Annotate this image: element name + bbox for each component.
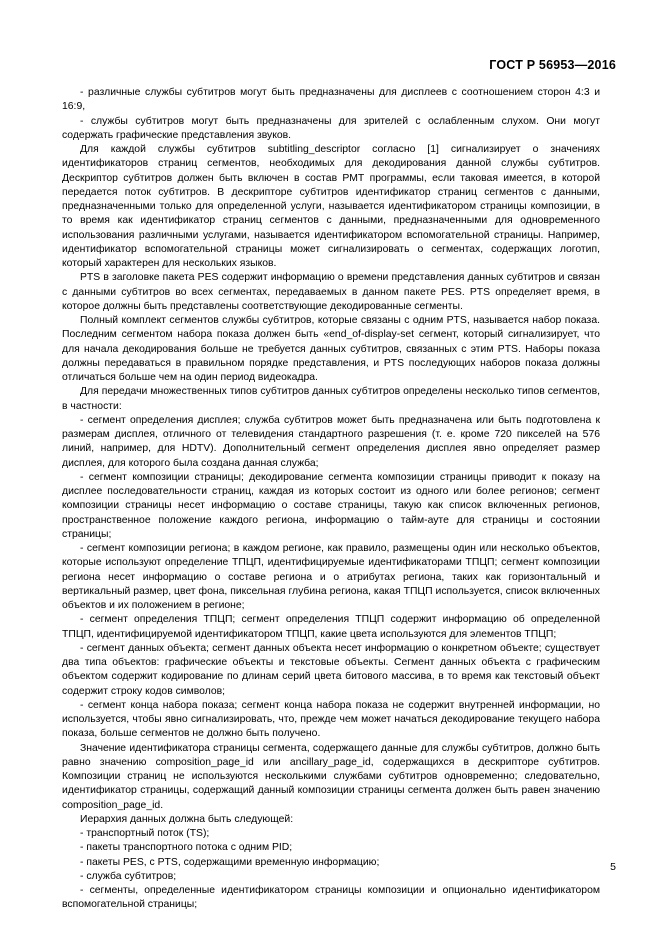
paragraph: Для каждой службы субтитров subtitling_descriptor согласно [1] сигнализирует о значениях идентификаторов страниц сегментов, необходимых для декодирования данной службы субтитров. Дескриптор субтитров должен быть включен в состав РМТ программы, если таковая имеется, в которой передается поток субтитров. В дескрипторе субтитров идентификатор страниц сегментов с данными, предназначенными только для определенной услуги, называется идентификатором страницы композиции, в то время как идентификатор страниц сегментов с данными, предназначенными для одновременного использования различными услугами, называется идентификатором вспомогательной страницы. Например, идентификатор вспомогательной страницы может сигнализировать о сегментах, содержащих логотип, который характерен для нескольких языков. xyxy=(62,144,600,269)
document-body xyxy=(62,86,600,913)
paragraph: Значение идентификатора страницы сегмента, содержащего данные для службы субтитров, должно быть равно значению composition_page_id или ancillary_page_id, содержащихся в дескрипторе субтитров. Композиции страниц не используются несколькими службами субтитров одновременно; следовательно, идентификатор страницы, содержащий данный композиции страницы сегмента должен быть равен значению composition_page_id. xyxy=(62,742,600,811)
paragraph: - пакеты транспортного потока с одним PID; xyxy=(80,842,293,854)
paragraph: Для передачи множественных типов субтитров данных субтитров определены несколько типов сегментов, в частности: xyxy=(62,386,600,412)
paragraph: - сегменты, определенные идентификатором страницы композиции и опционально идентификатором вспомогательной страницы; xyxy=(62,885,600,911)
paragraph: - сегмент определения дисплея; служба субтитров может быть предназначена или быть подготовлена к размерам дисплея, отличного от телевидения стандартного разрешения (т. е. кроме 720 пикселей на 576 линий, например, для HDTV). Дополнительный сегмент определения дисплея явно определяет размер дисплея, для которого была создана данная служба; xyxy=(62,414,600,469)
paragraph: - сегмент определения ТПЦП; сегмент определения ТПЦП содержит информацию об определенной ТПЦП, идентифицируемой идентификатором ТПЦП, какие цвета используются для элементов ТПЦП; xyxy=(62,614,600,640)
page-number: 5 xyxy=(610,861,616,873)
paragraph: - сегмент конца набора показа; сегмент конца набора показа не содержит внутренней информации, но используется, чтобы явно сигнализировать, что, прежде чем может начаться декодирование текущего набора показа, больше сегментов не должно быть получено. xyxy=(62,699,600,740)
paragraph: PTS в заголовке пакета PES содержит информацию о времени представления данных субтитров и связан с данными субтитров во всех сегментах, передаваемых в данном пакете PES. PTS определяет время, в которое должны быть представлены соответствующие декодированные сегменты. xyxy=(62,272,600,312)
paragraph: - служба субтитров; xyxy=(80,870,177,882)
paragraph: - пакеты PES, с PTS, содержащими временную информацию; xyxy=(80,856,380,868)
paragraph: - сегмент данных объекта; сегмент данных объекта несет информацию о конкретном объекте; существует два типа объектов: графические объекты и текстовые объекты. Сегмент данных объекта с графическим объектом содержит кодирование по длинам серий цвета битового массива, в то время как текстовый объект содержит строку кодов символов; xyxy=(62,642,600,697)
paragraph: - различные службы субтитров могут быть предназначены для дисплеев с соотношением сторон 4:3 и 16:9, xyxy=(62,87,600,113)
paragraph: - сегмент композиции страницы; декодирование сегмента композиции страницы приводит к показу на дисплее последовательности страниц, каждая из которых состоит из одного или более регионов; сегмент композиции страницы несет информацию о составе страницы, такую как список включенных регионов, пространственное положение каждого региона, информацию о тайм-ауте для страницы и состоянии страницы; xyxy=(62,471,600,540)
paragraph: - сегмент композиции региона; в каждом регионе, как правило, размещены один или несколько объектов, которые используют определение ТПЦП, идентифицируемые идентификаторами ТПЦП; сегмент композиции региона несет информацию о составе региона и о атрибутах региона, таких как горизонтальный и вертикальный размер, цвет фона, пиксельная глубина региона, какая ТПЦП используется, список включенных объектов и их положением в регионе; xyxy=(62,543,600,611)
paragraph: Полный комплект сегментов службы субтитров, которые связаны с одним PTS, называется набор показа. Последним сегментом набора показа должен быть «end_of-display-set сегмент, который сигнализирует, что для начала декодирования больше не требуется данных субтитров, связанных с этим PTS. Наборы показа должны передаваться в правильном порядке представления, и PTS последующих наборов показа должны отличаться больше чем на один период видеокадра. xyxy=(62,315,600,383)
paragraph: Иерархия данных должна быть следующей: xyxy=(80,813,294,825)
paragraph: - службы субтитров могут быть предназначены для зрителей с ослабленным слухом. Они могут содержать графические представления звуков. xyxy=(62,115,600,141)
paragraph: - транспортный поток (TS); xyxy=(80,828,210,839)
page-header: ГОСТ Р 56953—2016 xyxy=(489,58,616,72)
